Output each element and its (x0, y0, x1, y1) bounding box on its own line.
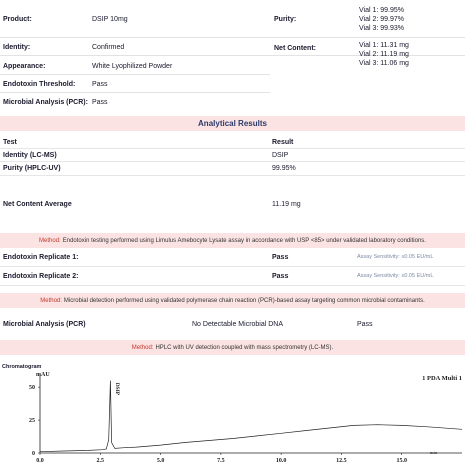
info-row-appearance (0, 57, 270, 75)
endotoxin-threshold-label: Endotoxin Threshold: (3, 81, 76, 88)
endotoxin-replicate-1-row (0, 248, 465, 267)
chromatogram-ticks (29, 382, 407, 464)
method-prefix: Method: (40, 297, 62, 304)
method-prefix: Method: (39, 237, 61, 244)
test-net-content: Net Content Average (3, 201, 72, 208)
x-tick-label: 0.0 (36, 458, 44, 464)
x-tick-label: 15.0 (396, 458, 407, 464)
appearance-label: Appearance: (3, 62, 46, 70)
method-prefix: Method: (131, 344, 154, 351)
analytical-header-row (0, 136, 465, 149)
microbial-analysis-row (0, 313, 465, 335)
purity-values (359, 0, 404, 38)
purity-vial-1: Vial 1: 99.95% (359, 6, 405, 14)
replicate-1-sensitivity: Assay Sensitivity: ≤0.05 EU/mL (357, 254, 434, 260)
endotoxin-method-text: Endotoxin testing performed using Limulus Amebocyte Lysate assay in accordance with USP <85> under validated laboratory conditions. (62, 237, 426, 244)
x-tick-label: 10.0 (275, 458, 287, 464)
analytical-row-net-content (0, 176, 465, 233)
analytical-row-purity (0, 162, 465, 176)
y-axis-unit: mAU (36, 372, 50, 378)
net-content-vial-3: Vial 3: 11.06 mg (359, 60, 409, 67)
product-value: DSIP 10mg (92, 15, 128, 23)
y-tick-label: 0 (32, 451, 35, 457)
chromatogram-axes (40, 374, 462, 453)
info-row-product-purity (0, 0, 465, 38)
product-label: Product: (3, 15, 32, 23)
x-axis-unit: min (430, 450, 438, 455)
peak-annotation: DSIP (113, 382, 120, 396)
chromatogram-chart (0, 368, 465, 465)
purity-vial-3: Vial 3: 99.93% (359, 24, 405, 32)
microbial-method-text: Microbial detection performed using validated polymerase chain reaction (PCR)-based assay targeting common microbial contaminants. (63, 297, 425, 304)
analytical-row-identity (0, 149, 465, 162)
detector-label: 1 PDA Multi 1 (422, 375, 462, 382)
hplc-method-note (0, 340, 465, 355)
test-identity: Identity (LC-MS) (3, 151, 57, 159)
microbial-analysis-label: Microbial Analysis (PCR): (3, 99, 88, 106)
chromatogram-label: Chromatogram (2, 364, 42, 370)
info-row-microbial (0, 94, 465, 111)
net-content-label: Net Content: (274, 44, 316, 52)
endotoxin-replicate-2-row (0, 267, 465, 286)
result-purity: 99.95% (272, 165, 296, 172)
y-tick-label: 25 (29, 418, 35, 425)
series-line (40, 381, 462, 452)
microbial-analysis-value: Pass (92, 99, 108, 106)
microbial-row-label: Microbial Analysis (PCR) (3, 320, 86, 328)
y-tick-label: 50 (29, 385, 35, 392)
microbial-row-finding: No Detectable Microbial DNA (192, 320, 284, 328)
net-content-values (359, 41, 409, 68)
endotoxin-threshold-value: Pass (92, 81, 108, 88)
identity-label: Identity: (3, 43, 31, 51)
purity-vial-2: Vial 2: 99.97% (359, 15, 405, 23)
endotoxin-method-note (0, 233, 465, 248)
appearance-value: White Lyophilized Powder (92, 62, 173, 70)
test-purity: Purity (HPLC-UV) (3, 165, 61, 172)
result-identity: DSIP (272, 151, 289, 159)
purity-label: Purity: (274, 15, 297, 23)
x-tick-label: 7.5 (217, 458, 225, 464)
x-tick-label: 5.0 (156, 458, 165, 464)
microbial-row-result: Pass (357, 320, 373, 328)
analytical-results-title: Analytical Results (0, 116, 465, 131)
header-result: Result (272, 138, 294, 146)
replicate-2-sensitivity: Assay Sensitivity: ≤0.05 EU/mL (357, 273, 434, 279)
x-tick-label: 2.5 (96, 458, 105, 464)
replicate-2-label: Endotoxin Replicate 2: (3, 272, 79, 280)
x-tick-label: 12.5 (336, 458, 347, 464)
info-row-endotoxin (0, 76, 270, 93)
net-content-vial-1: Vial 1: 11.31 mg (359, 42, 409, 49)
replicate-1-result: Pass (272, 253, 289, 261)
result-net-content: 11.19 mg (272, 201, 301, 208)
identity-value: Confirmed (92, 43, 125, 51)
hplc-method-text: HPLC with UV detection coupled with mass spectrometry (LC-MS). (155, 344, 334, 351)
replicate-1-label: Endotoxin Replicate 1: (3, 253, 79, 261)
header-test: Test (3, 138, 17, 146)
net-content-vial-2: Vial 2: 11.19 mg (359, 51, 409, 58)
microbial-method-note (0, 293, 465, 308)
chromatogram-series (40, 380, 462, 451)
replicate-2-result: Pass (272, 272, 289, 280)
